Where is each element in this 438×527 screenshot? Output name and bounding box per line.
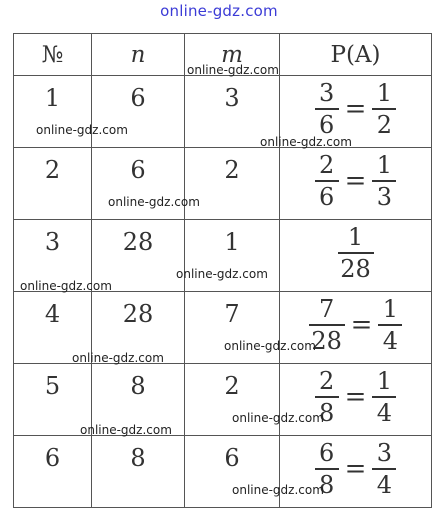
- cell-m: 1: [185, 220, 280, 292]
- watermark-text: online-gdz.com: [20, 279, 112, 293]
- fraction: [372, 367, 396, 427]
- watermark-text: online-gdz.com: [108, 195, 200, 209]
- numerator: 3: [376, 439, 393, 467]
- header-n: n: [92, 34, 185, 76]
- cell-number: 1: [14, 76, 92, 148]
- numerator: 6: [318, 439, 335, 467]
- denominator: 6: [318, 111, 335, 139]
- header-m: m: [185, 34, 280, 76]
- cell-m: 2: [185, 148, 280, 220]
- header-probability: P(A): [280, 34, 432, 76]
- cell-probability: [280, 148, 432, 220]
- cell-m: 2: [185, 364, 280, 436]
- watermark-top: online-gdz.com: [160, 2, 278, 20]
- cell-n: 28: [92, 220, 185, 292]
- cell-n: 8: [92, 364, 185, 436]
- fraction: [315, 151, 339, 211]
- watermark-text: online-gdz.com: [224, 339, 316, 353]
- cell-number: 2: [14, 148, 92, 220]
- numerator: 1: [376, 367, 393, 395]
- cell-number: 4: [14, 292, 92, 364]
- cell-probability: [280, 220, 432, 292]
- denominator: 4: [376, 471, 393, 499]
- equals-sign: =: [344, 94, 367, 124]
- numerator: 2: [318, 367, 335, 395]
- equals-sign: =: [344, 454, 367, 484]
- cell-m: 7: [185, 292, 280, 364]
- numerator: 2: [318, 151, 335, 179]
- cell-n: 6: [92, 148, 185, 220]
- cell-n: 8: [92, 436, 185, 508]
- denominator: 8: [318, 399, 335, 427]
- fraction: [372, 439, 396, 499]
- denominator: 6: [318, 183, 335, 211]
- denominator: 2: [376, 111, 393, 139]
- fraction: [315, 79, 339, 139]
- numerator: 7: [318, 295, 335, 323]
- equals-sign: =: [344, 166, 367, 196]
- header-number: №: [14, 34, 92, 76]
- equals-sign: =: [344, 382, 367, 412]
- denominator: 28: [311, 327, 342, 355]
- numerator: 1: [376, 151, 393, 179]
- fraction: [338, 223, 374, 283]
- denominator: 3: [376, 183, 393, 211]
- cell-m: 6: [185, 436, 280, 508]
- table-row: [14, 148, 432, 220]
- watermark-text: online-gdz.com: [80, 423, 172, 437]
- watermark-text: online-gdz.com: [260, 135, 352, 149]
- denominator: 4: [382, 327, 399, 355]
- watermark-text: online-gdz.com: [232, 411, 324, 425]
- watermark-text: online-gdz.com: [36, 123, 128, 137]
- numerator: 3: [318, 79, 335, 107]
- cell-n: 28: [92, 292, 185, 364]
- watermark-text: online-gdz.com: [72, 351, 164, 365]
- fraction: [372, 151, 396, 211]
- numerator: 1: [347, 223, 364, 251]
- cell-number: 5: [14, 364, 92, 436]
- watermark-text: online-gdz.com: [187, 63, 279, 77]
- equals-sign: =: [350, 310, 373, 340]
- cell-number: 3: [14, 220, 92, 292]
- table-row: [14, 436, 432, 508]
- denominator: 4: [376, 399, 393, 427]
- fraction: [378, 295, 402, 355]
- numerator: 1: [382, 295, 399, 323]
- denominator: 8: [318, 471, 335, 499]
- cell-number: 6: [14, 436, 92, 508]
- watermark-text: online-gdz.com: [176, 267, 268, 281]
- denominator: 28: [340, 255, 371, 283]
- watermark-text: online-gdz.com: [232, 483, 324, 497]
- cell-m: 3: [185, 76, 280, 148]
- fraction: [372, 79, 396, 139]
- cell-n: 6: [92, 76, 185, 148]
- numerator: 1: [376, 79, 393, 107]
- table-row: [14, 364, 432, 436]
